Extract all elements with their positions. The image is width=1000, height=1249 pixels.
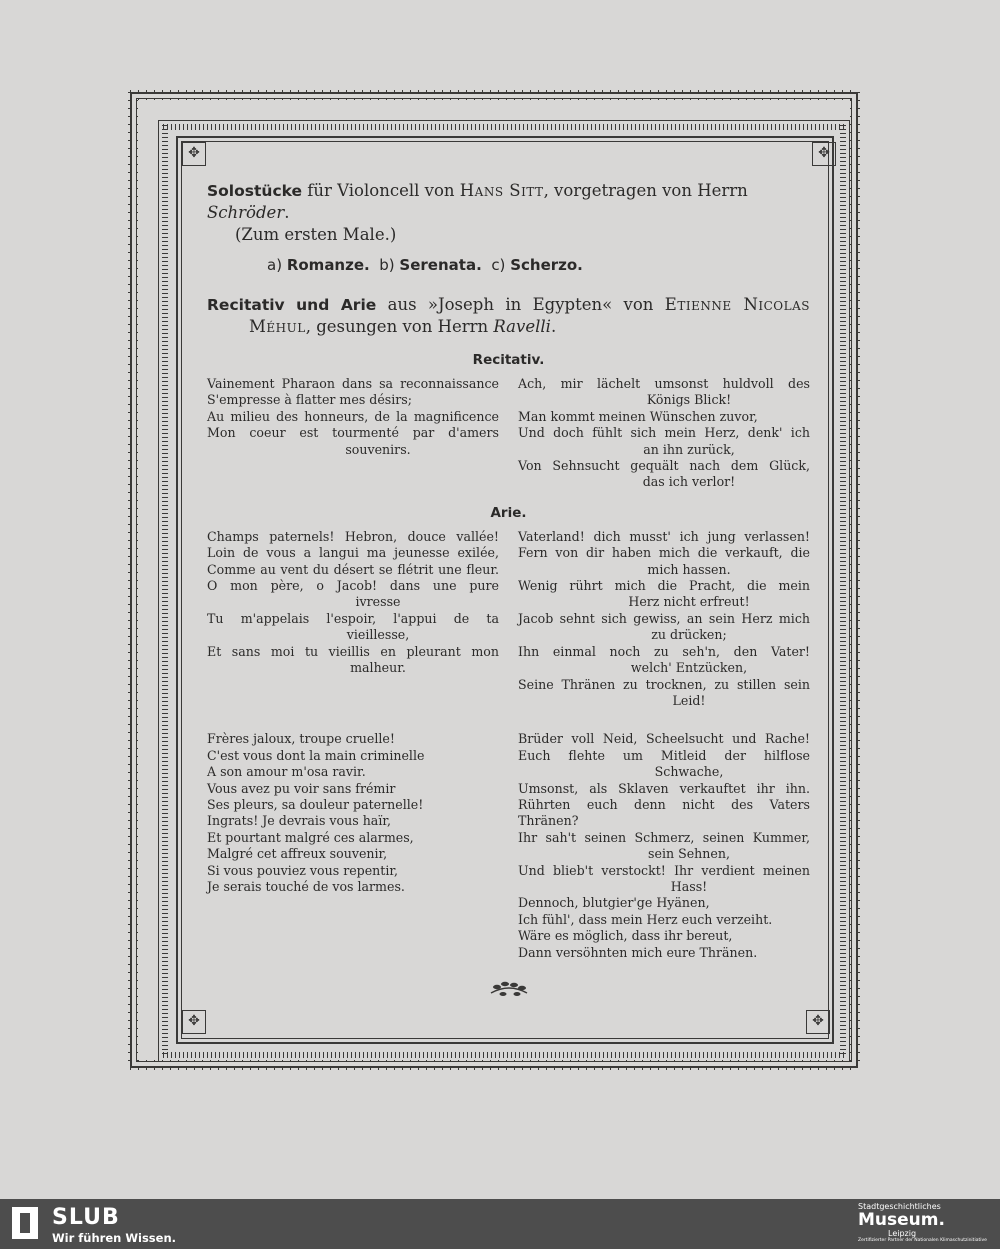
lyric-line: Si vous pouviez vous repentir, [207, 862, 399, 878]
lyric-line: malheur. [350, 660, 406, 676]
lyric-line: welch' Entzücken, [630, 660, 748, 676]
museum-note: Zertifizierter Partner der Nationalen Klimaschutzinitiative [858, 1238, 987, 1243]
frame-ticks-bottom [163, 1052, 845, 1058]
museum-logo[interactable] [858, 1202, 988, 1243]
aria-line-2 [207, 316, 810, 338]
solo-title: Solostücke [207, 182, 303, 200]
arie-columns-1 [207, 529, 810, 709]
program-content [207, 180, 810, 1004]
aria-text-2: , gesungen von Herrn [305, 317, 494, 336]
part-a-name: Romanze. [286, 256, 370, 274]
lyric-line: Vaterland! dich musst' ich jung verlassen! [518, 528, 810, 544]
slub-tagline: Wir führen Wissen. [52, 1231, 177, 1245]
slub-name[interactable]: SLUB [52, 1205, 120, 1230]
footer-bar [0, 1199, 1000, 1249]
floral-ornament-icon [207, 979, 810, 1004]
part-c-label: c) [491, 256, 506, 274]
lyric-line: A son amour m'osa ravir. [207, 764, 366, 780]
corner-ornament-icon: ✥ [182, 1010, 206, 1034]
lyric-line: Brüder voll Neid, Scheelsucht und Rache! [518, 731, 810, 747]
recitativ-german [518, 376, 810, 491]
lyric-line: Ses pleurs, sa douleur paternelle! [207, 796, 424, 812]
museum-city: Leipzig [888, 1229, 917, 1238]
lyric-line: zu drücken; [651, 627, 727, 643]
lyric-line: Königs Blick! [646, 392, 732, 408]
arie-german-1 [518, 529, 810, 709]
arie-german-2 [518, 731, 810, 961]
museum-name: Museum. [858, 1210, 945, 1230]
lyric-line: Loin de vous a langui ma jeunesse exilée, [207, 545, 499, 561]
arie-columns-2 [207, 731, 810, 961]
lyric-line: Fern von dir haben mich die verkauft, die [518, 545, 810, 561]
lyric-line: ivresse [355, 594, 401, 610]
part-c-name: Scherzo. [510, 256, 583, 274]
lyric-line: Comme au vent du désert se flétrit une fleur. [207, 561, 499, 577]
lyric-line: Von Sehnsucht gequält nach dem Glück, [518, 458, 810, 474]
solo-text-2: , vorgetragen von Herrn [543, 181, 748, 200]
lyric-line: Euch flehte um Mitleid der hilflose [518, 747, 810, 763]
solo-performer: Schröder [207, 203, 285, 222]
recitativ-heading: Recitativ. [472, 352, 545, 368]
museum-top: Stadtgeschichtliches [858, 1202, 941, 1211]
lyric-line: Vous avez pu voir sans frémir [207, 780, 396, 796]
lyric-line: Malgré cet affreux souvenir, [207, 846, 388, 862]
lyric-line: Et sans moi tu vieillis en pleurant mon [207, 643, 499, 659]
lyric-line: an ihn zurück, [643, 441, 735, 457]
arie-french-1 [207, 529, 499, 709]
lyric-line: vieillesse, [346, 627, 410, 643]
lyric-line: Umsonst, als Sklaven verkauftet ihr ihn. [518, 780, 810, 796]
solo-composer: Hans Sitt [459, 181, 544, 200]
aria-end: . [550, 317, 557, 336]
lyric-line: Tu m'appelais l'espoir, l'appui de ta [207, 610, 499, 626]
lyric-line: Ich fühl', dass mein Herz euch verzeiht. [518, 911, 773, 927]
frame-ticks-left [162, 125, 168, 1057]
lyric-line: Herz nicht erfreut! [628, 594, 750, 610]
part-b-name: Serenata. [399, 256, 482, 274]
lyric-line: Je serais touché de vos larmes. [207, 878, 405, 894]
corner-ornament-icon: ✥ [812, 142, 836, 166]
aria-performer: Ravelli [493, 317, 551, 336]
lyric-line: Und blieb't verstockt! Ihr verdient meinen [518, 862, 810, 878]
aria-line-1 [207, 294, 810, 316]
frame-ticks-top [163, 124, 845, 130]
aria-title: Recitativ und Arie [207, 296, 377, 314]
lyric-line: Wäre es möglich, dass ihr bereut, [518, 928, 733, 944]
aria-entry [207, 294, 810, 338]
arie-french-2 [207, 731, 499, 961]
aria-text-1: aus »Joseph in Egypten« von [376, 295, 665, 314]
part-a-label: a) [267, 256, 283, 274]
solo-note: (Zum ersten Male.) [235, 225, 397, 244]
lyric-line: Und doch fühlt sich mein Herz, denk' ich [518, 425, 810, 441]
slub-logo-icon[interactable] [12, 1207, 38, 1239]
lyric-line: Dann versöhnten mich eure Thränen. [518, 944, 758, 960]
part-b-label: b) [379, 256, 395, 274]
lyric-line: Schwache, [654, 764, 724, 780]
lyric-line: Rührten euch denn nicht des Vaters Thränen? [518, 796, 810, 829]
solo-end: . [284, 203, 290, 222]
lyric-line: Man kommt meinen Wünschen zuvor, [518, 408, 758, 424]
lyric-line: Leid! [672, 692, 706, 708]
lyric-line: mich hassen. [647, 561, 731, 577]
lyric-line: S'empresse à flatter mes désirs; [207, 392, 413, 408]
lyric-line: souvenirs. [345, 441, 411, 457]
lyric-line: Seine Thränen zu trocknen, zu stillen sein [518, 676, 810, 692]
lyric-line: Jacob sehnt sich gewiss, an sein Herz mich [518, 610, 810, 626]
lyric-line: Au milieu des honneurs, de la magnificence [207, 408, 499, 424]
lyric-line: O mon père, o Jacob! dans une pure [207, 578, 499, 594]
lyric-line: das ich verlor! [642, 474, 736, 490]
solo-parts [207, 256, 810, 274]
lyric-line: Hass! [670, 878, 708, 894]
recitativ-french [207, 376, 499, 491]
aria-composer-b: Méhul [249, 317, 306, 336]
lyric-line: sein Sehnen, [648, 846, 730, 862]
corner-ornament-icon: ✥ [806, 1010, 830, 1034]
solo-entry [207, 180, 810, 224]
lyric-line: Vainement Pharaon dans sa reconnaissance [207, 376, 499, 391]
frame-ticks-right [840, 125, 846, 1057]
lyric-line: Champs paternels! Hebron, douce vallée! [207, 528, 499, 544]
lyric-line: Dennoch, blutgier'ge Hyänen, [518, 895, 710, 911]
lyric-line: Mon coeur est tourmenté par d'amers [207, 425, 499, 441]
lyric-line: Ach, mir lächelt umsonst huldvoll des [518, 376, 810, 391]
lyric-line: Et pourtant malgré ces alarmes, [207, 829, 414, 845]
lyric-line: Ingrats! Je devrais vous haïr, [207, 813, 391, 829]
lyric-line: Frères jaloux, troupe cruelle! [207, 731, 395, 747]
solo-text-1: für Violoncell von [302, 181, 460, 200]
lyric-line: Wenig rührt mich die Pracht, die mein [518, 578, 810, 594]
lyric-line: C'est vous dont la main criminelle [207, 747, 425, 763]
aria-composer-a: Etienne Nicolas [664, 295, 810, 314]
lyric-line: Ihn einmal noch zu seh'n, den Vater! [518, 643, 810, 659]
lyric-line: Ihr sah't seinen Schmerz, seinen Kummer, [518, 829, 810, 845]
corner-ornament-icon: ✥ [182, 142, 206, 166]
recitativ-columns [207, 376, 810, 491]
arie-heading: Arie. [490, 504, 527, 521]
